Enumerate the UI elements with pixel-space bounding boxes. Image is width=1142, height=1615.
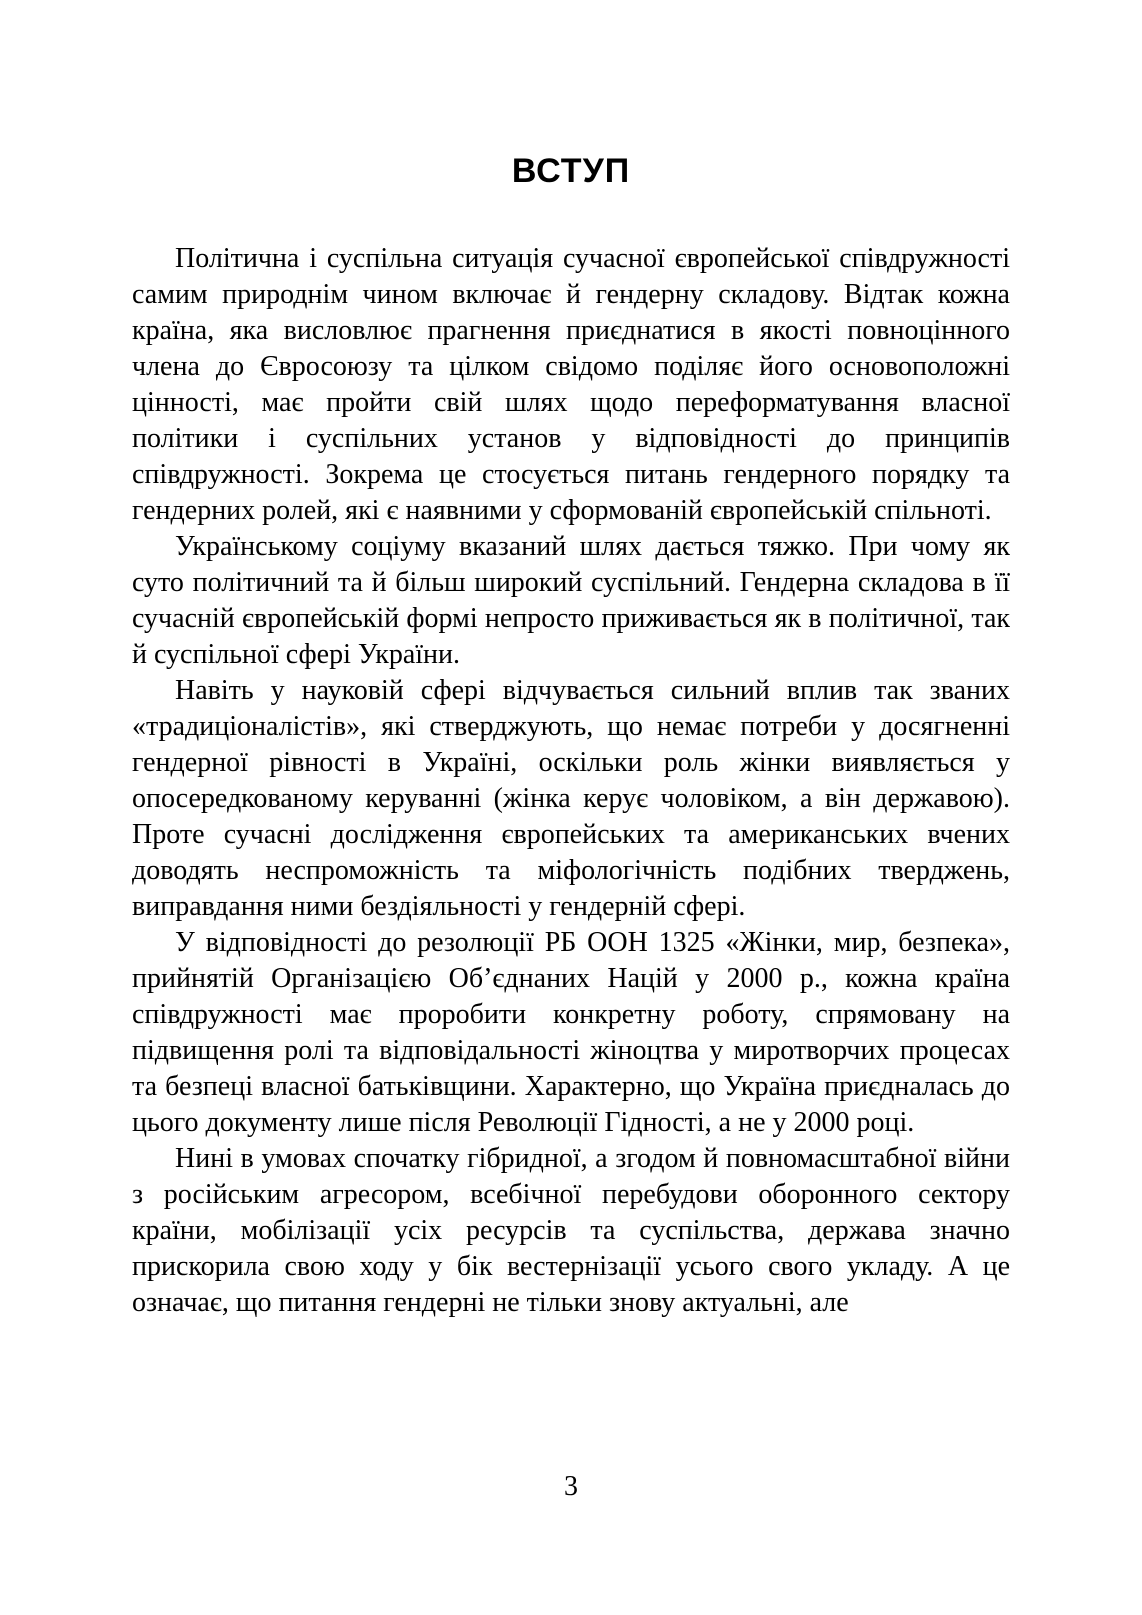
- paragraph: Політична і суспільна ситуація сучасної європейської співдружності самим природнім чином включає й гендерну складову. Відтак кожна країна, яка висловлює прагнення приєднатися в якості повноцінного члена до Євросоюзу та цілком свідомо поділяє його основоположні цінності, має пройти свій шлях щодо переформатування власної політики і суспільних установ у відповідності до принципів співдружності. Зокрема це стосується питань гендерного порядку та гендерних ролей, які є наявними у сформованій європейській спільноті.: [132, 243, 1010, 526]
- paragraph: У відповідності до резолюції РБ ООН 1325 «Жінки, мир, безпека», прийнятій Організацією Об’єднаних Націй у 2000 р., кожна країна співдружності має проробити конкретну роботу, спрямовану на підвищення ролі та відповідальності жіноцтва у миротворчих процесах та безпеці власної батьківщини. Характерно, що Україна приєдналась до цього документу лише після Революції Гідності, а не у 2000 році.: [132, 927, 1010, 1138]
- paragraph: Українському соціуму вказаний шлях дається тяжко. При чому як суто політичний та й більш широкий суспільний. Гендерна складова в її сучасній європейській формі непросто приживається як в політичної, так й суспільної сфері України.: [132, 531, 1010, 670]
- body-text-block: [132, 241, 1010, 1321]
- paragraph: Навіть у науковій сфері відчувається сильний вплив так званих «традиціоналістів», які стверджують, що немає потреби у досягненні гендерної рівності в Україні, оскільки роль жінки виявляється у опосередкованому керуванні (жінка керує чоловіком, а він державою). Проте сучасні дослідження європейських та американських вчених доводять неспроможність та міфологічність подібних тверджень, виправдання ними бездіяльності у гендерній сфері.: [132, 675, 1010, 922]
- page-title: ВСТУП: [511, 152, 631, 190]
- page-number: 3: [564, 1471, 578, 1502]
- paragraph: Нині в умовах спочатку гібридної, а згодом й повномасштабної війни з російським агресором, всебічної перебудови оборонного сектору країни, мобілізації усіх ресурсів та суспільства, держава значно прискорила свою ходу у бік вестернізації усього свого укладу. А це означає, що питання гендерні не тільки знову актуальні, але: [132, 1143, 1010, 1318]
